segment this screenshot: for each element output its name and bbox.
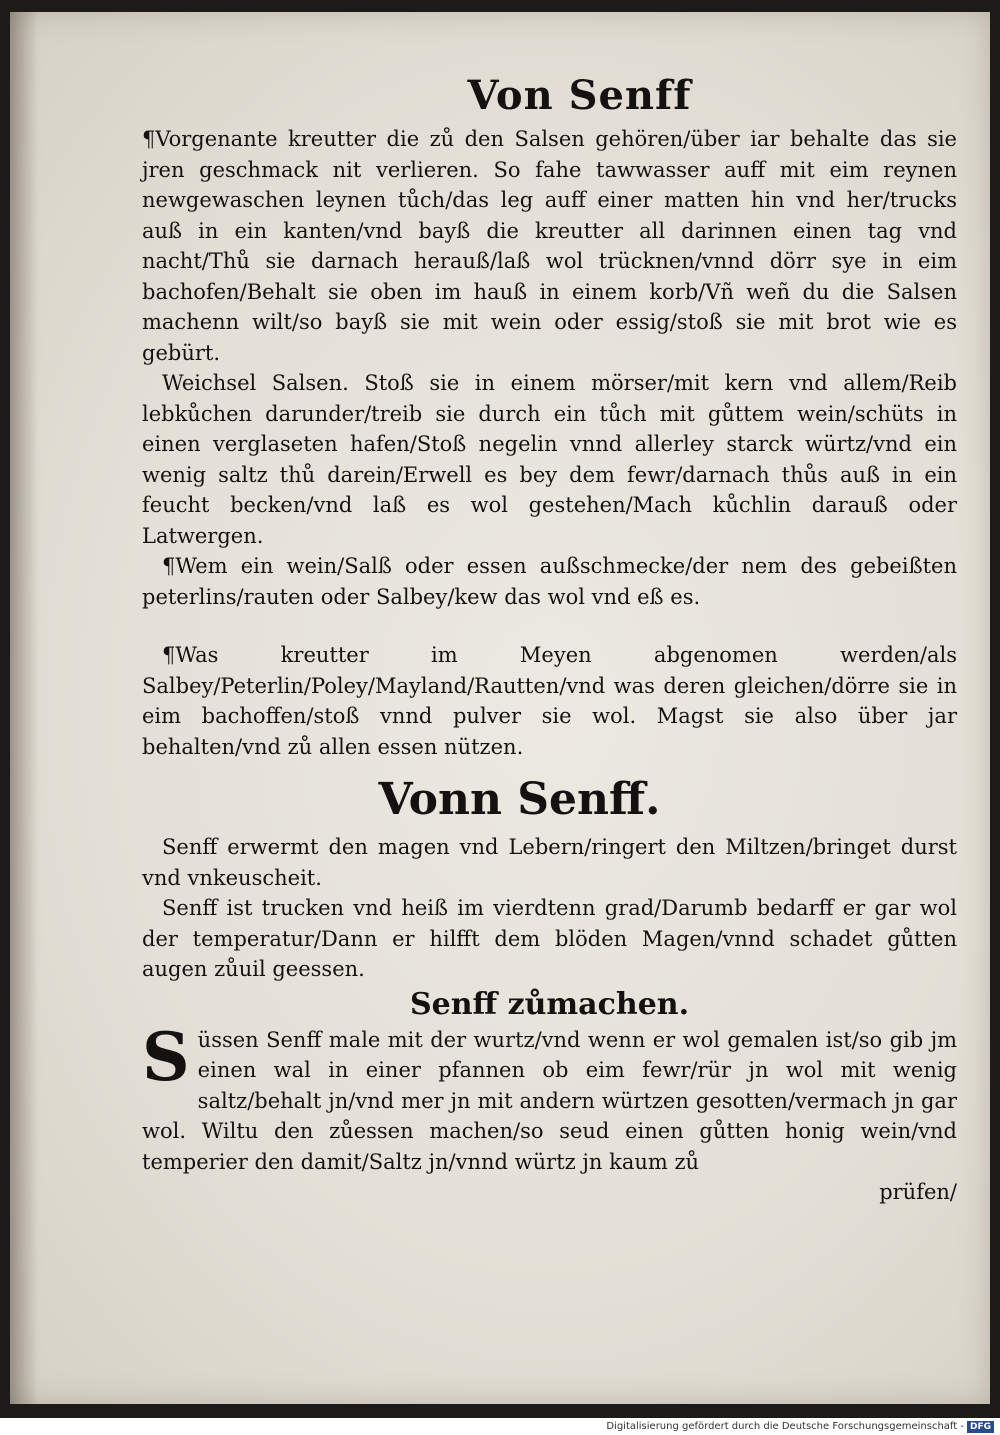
dfg-logo: DFG: [967, 1421, 994, 1433]
recipe-text: üssen Senff male mit der wurtz/vnd wenn er wol gemalen ist/so gib jm einen wal in einer pfannen ob eim fewr/rür jn wol mit wenig saltz/behalt jn/vnd mer jn mit andern würtzen gesotten/vermach jn gar wol. Wiltu den zůessen machen/so seud einen gůtten honig wein/vnd temperier den damit/Saltz jn/vnnd würtz jn kaum zů: [142, 1027, 957, 1174]
spacer: [142, 612, 957, 640]
paragraph-senff-effects: Senff erwermt den magen vnd Lebern/ringert den Miltzen/bringet durst vnd vnkeuscheit.: [142, 835, 957, 890]
section-heading: Vonn Senff.: [378, 774, 661, 825]
catchword: prüfen/: [879, 1180, 957, 1204]
subsection-heading: Senff zůmachen.: [409, 986, 690, 1022]
paragraph-weichsel-salsen: Weichsel Salsen. Stoß sie in einem mörser/mit kern vnd allem/Reib lebkůchen darunder/treib sie durch ein tůch mit gůttem wein/schüts in einen verglaseten hafen/Stoß negelin vnnd allerley starck würtz/vnd ein wenig saltz thů darein/Erwell es bey dem fewr/darnach thůs auß in ein feucht becken/vnd laß es wol gestehen/Mach kůchlin darauß oder Latwergen.: [142, 371, 957, 548]
gutter-shadow: [10, 12, 38, 1404]
paragraph-may-herbs: ¶Was kreutter im Meyen abgenomen werden/als Salbey/Peterlin/Poley/Mayland/Rautten/vnd was deren gleichen/dörre sie in eim bachoffen/stoß vnnd pulver sie wol. Magst sie also über jar behalten/vnd zů allen essen nützen.: [142, 643, 957, 759]
drop-capital: S: [142, 1017, 190, 1096]
paragraph-wine-remedy: ¶Wem ein wein/Salß oder essen außschmecke/der nem des gebeißten peterlins/rauten oder Salbey/kew das wol vnd eß es.: [142, 554, 957, 609]
running-head: Von Senff: [467, 72, 692, 119]
footer-credit: Digitalisierung gefördert durch die Deutsche Forschungsgemeinschaft -: [606, 1421, 964, 1432]
paragraph-senff-recipe: [142, 1017, 957, 1178]
page-text: [142, 72, 957, 1207]
paragraph-senff-nature: Senff ist trucken vnd heiß im vierdtenn grad/Darumb bedarff er gar wol der temperatur/Dann er hilfft dem blöden Magen/vnnd schadet gůtten augen zůuil geessen.: [142, 896, 957, 981]
book-page: [10, 12, 990, 1404]
paragraph-herbs-storage: ¶Vorgenante kreutter die zů den Salsen gehören/über iar behalte das sie jren geschmack nit verlieren. So fahe tawwasser auff mit eim reynen newgewaschen leynen tůch/das leg auff einer matten hin vnd her/trucks auß in ein kanten/vnd bayß die kreutter all darinnen einen tag vnd nacht/Thů sie darnach herauß/laß wol trücknen/vnnd dörr sye in eim bachofen/Behalt sie oben im hauß in einem korb/Vñ weñ du die Salsen machenn wilt/so bayß sie mit wein oder essig/stoß sie mit brot wie es gebürt.: [142, 127, 957, 365]
digitization-footer: [0, 1418, 1000, 1435]
